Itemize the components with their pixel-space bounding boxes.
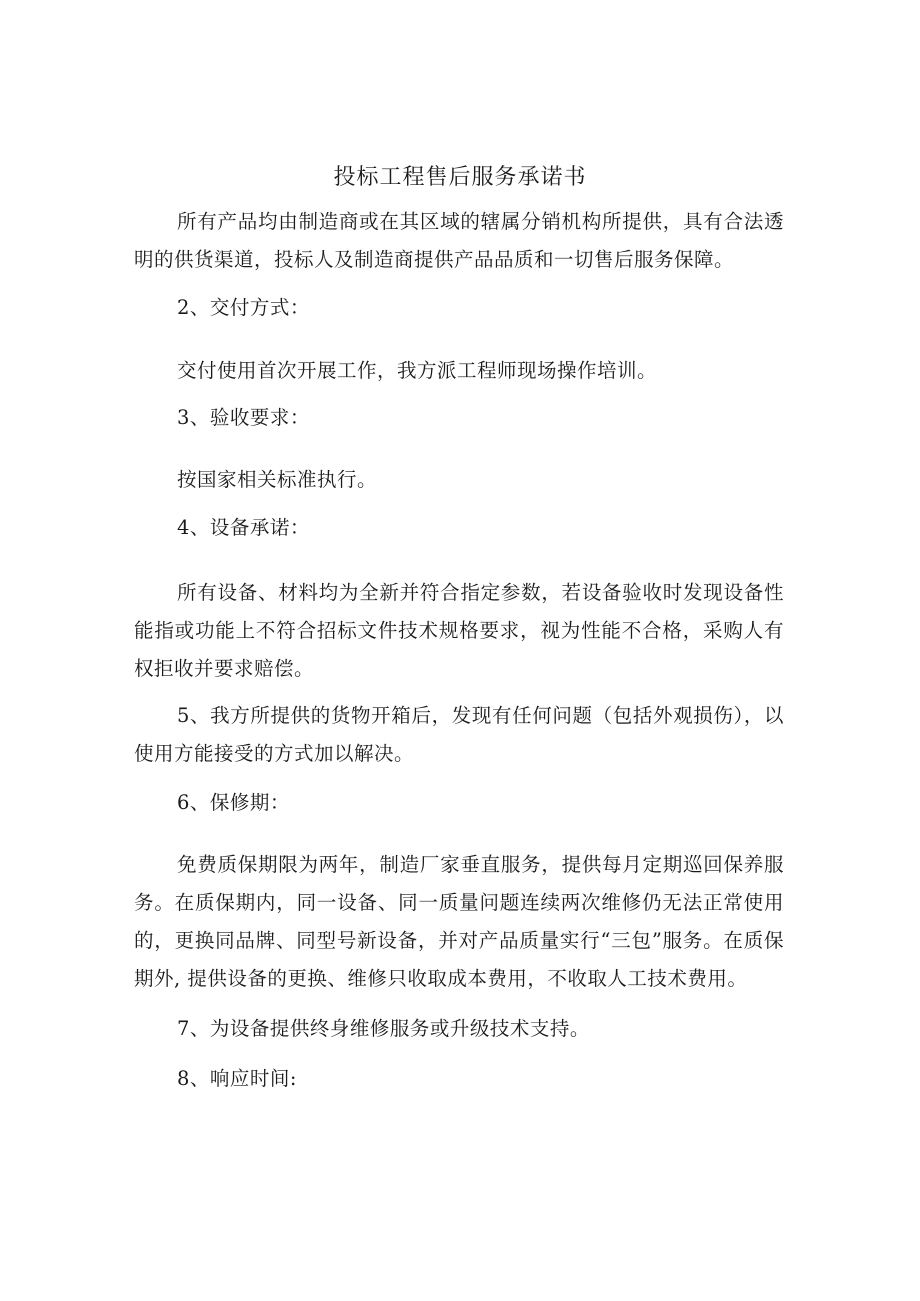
section-3-body: 按国家相关标准执行。 — [177, 468, 378, 491]
intro-paragraph: 所有产品均由制造商或在其区域的辖属分销机构所提供，具有合法透明的供货渠道，投标人及制造商提供产品品质和一切售后服务保障。 — [134, 210, 784, 271]
section-7-paragraph: 7、为设备提供终身维修服务或升级技术支持。 — [177, 1017, 590, 1040]
section-6-heading: 6、保修期： — [177, 791, 290, 814]
section-5-paragraph: 5、我方所提供的货物开箱后，发现有任何问题（包括外观损伤），以使用方能接受的方式加以解决。 — [134, 704, 784, 765]
section-8-heading: 8、响应时间: — [177, 1067, 297, 1090]
section-6-body: 免费质保期限为两年，制造厂家垂直服务，提供每月定期巡回保养服务。在质保期内，同一设备、同一质量问题连续两次维修仍无法正常使用的，更换同品牌、同型号新设备，并对产品质量实行“三包”服务。在质保期外, 提供设备的更换、维修只收取成本费用，不收取人工技术费用。 — [134, 853, 784, 990]
section-4-heading: 4、设备承诺： — [177, 516, 310, 539]
section-3-heading: 3、验收要求： — [177, 406, 310, 429]
document-title: 投标工程售后服务承诺书 — [333, 165, 587, 190]
section-2-body: 交付使用首次开展工作，我方派工程师现场操作培训。 — [177, 359, 658, 382]
section-2-heading: 2、交付方式： — [177, 296, 310, 319]
section-4-body: 所有设备、材料均为全新并符合指定参数，若设备验收时发现设备性能指或功能上不符合招标文件技术规格要求，视为性能不合格，采购人有权拒收并要求赔偿。 — [134, 581, 784, 680]
